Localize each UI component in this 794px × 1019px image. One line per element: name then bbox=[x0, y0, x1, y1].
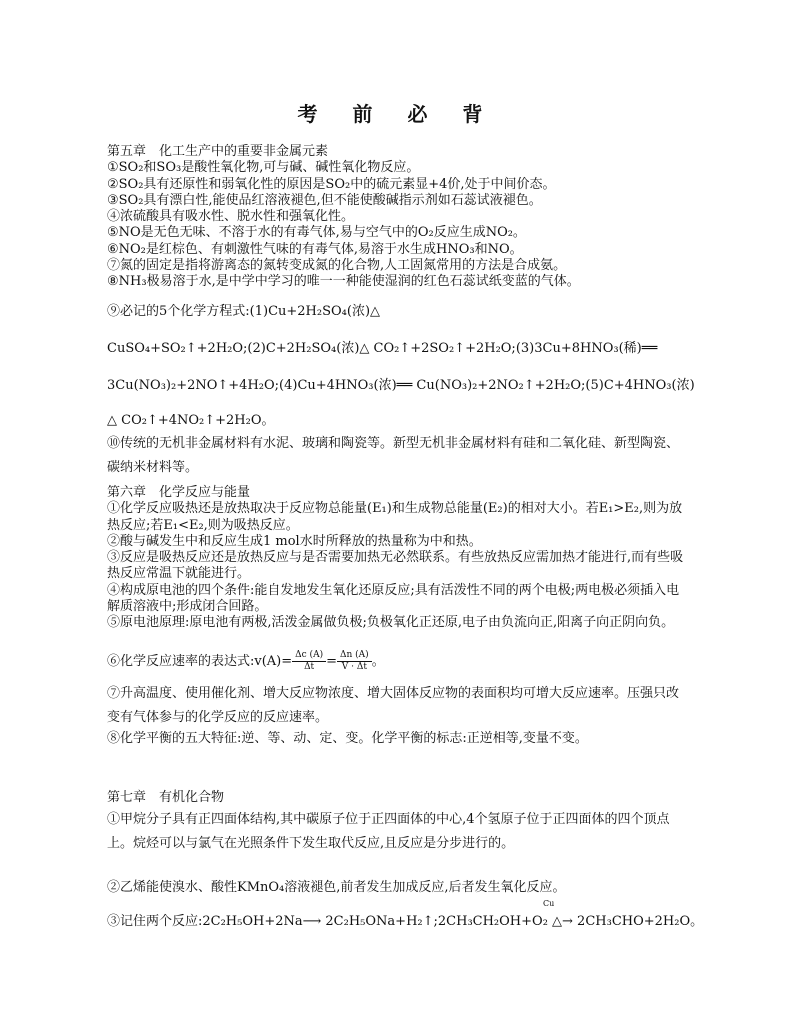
rate-fraction-2 bbox=[337, 650, 372, 673]
ch5-item-1: ①SO₂和SO₃是酸性氧化物,可与碱、碱性氧化物反应。 bbox=[107, 160, 420, 176]
ch5-equation-line-4: △ CO₂↑+4NO₂↑+2H₂O。 bbox=[107, 413, 275, 428]
chapter-5-heading: 第五章 化工生产中的重要非金属元素 bbox=[107, 144, 329, 159]
ch5-item-5: ⑤NO是无色无味、不溶于水的有毒气体,易与空气中的O₂反应生成NO₂。 bbox=[107, 225, 526, 241]
chapter-5-block bbox=[107, 144, 687, 291]
ch5-item-8: ⑧NH₃极易溶于水,是中学中学习的唯一一种能使湿润的红色石蕊试纸变蓝的气体。 bbox=[107, 274, 580, 290]
chapter-6-block bbox=[107, 485, 687, 632]
ch5-item-7: ⑦氮的固定是指将游离态的氮转变成氮的化合物,人工固氮常用的方法是合成氨。 bbox=[107, 258, 567, 274]
ch5-item-6: ⑥NO₂是红棕色、有刺激性气味的有毒气体,易溶于水生成HNO₃和NO。 bbox=[107, 241, 523, 257]
ch5-item-4: ④浓硫酸具有吸水性、脱水性和强氧化性。 bbox=[107, 209, 355, 225]
ch6-item-1: ①化学反应吸热还是放热取决于反应物总能量(E₁)和生成物总能量(E₂)的相对大小。若E₁>E₂,则为放热反应;若E₁<E₂,则为吸热反应。 bbox=[107, 501, 683, 533]
catalyst-cu-label: Cu bbox=[543, 899, 555, 908]
ch6-item-2: ②酸与碱发生中和反应生成1 mol水时所释放的热量称为中和热。 bbox=[107, 533, 482, 549]
ch7-item-1: ①甲烷分子具有正四面体结构,其中碳原子位于正四面体的中心,4个氢原子位于正四面体的四个顶点上。烷烃可以与氯气在光照条件下发生取代反应,且反应是分步进行的。 bbox=[107, 812, 670, 851]
rate-denominator-2: V · Δt bbox=[341, 662, 367, 672]
ch5-item-3: ③SO₂具有漂白性,能使品红溶液褪色,但不能使酸碱指示剂如石蕊试液褪色。 bbox=[107, 192, 542, 208]
rate-end: 。 bbox=[371, 654, 385, 669]
ch6-item-3: ③反应是吸热反应还是放热反应与是否需要加热无必然联系。有些放热反应需加热才能进行,而有些吸热反应常温下就能进行。 bbox=[107, 550, 684, 582]
ch6-item-8: ⑧化学平衡的五大特征:逆、等、动、定、变。化学平衡的标志:正逆相等,变量不变。 bbox=[107, 731, 588, 746]
ch6-item-5: ⑤原电池原理:原电池有两极,活泼金属做负极;负极氧化正还原,电子由负流向正,阳离子向正阴向负。 bbox=[107, 615, 675, 631]
ch6-item-6 bbox=[107, 650, 707, 673]
ch5-equation-line-3: 3Cu(NO₃)₂+2NO↑+4H₂O;(4)Cu+4HNO₃(浓)══ Cu(NO₃)₂+2NO₂↑+2H₂O;(5)C+4HNO₃(浓) bbox=[107, 378, 695, 393]
ch5-item-10: ⑩传统的无机非金属材料有水泥、玻璃和陶瓷等。新型无机非金属材料有硅和二氧化硅、新型陶瓷、碳纳米材料等。 bbox=[107, 436, 680, 475]
rate-label: ⑥化学反应速率的表达式:v(A)= bbox=[107, 654, 293, 669]
chapter-7-heading: 第七章 有机化合物 bbox=[107, 790, 225, 805]
ch5-equation-line-2: CuSO₄+SO₂↑+2H₂O;(2)C+2H₂SO₄(浓)△ CO₂↑+2SO₂↑+2H₂O;(3)3Cu+8HNO₃(稀)══ bbox=[107, 341, 658, 356]
rate-numerator-2: Δn (A) bbox=[337, 650, 372, 662]
rate-numerator-1: Δc (A) bbox=[292, 650, 326, 662]
rate-denominator-1: Δt bbox=[304, 662, 315, 672]
ch6-item-7: ⑦升高温度、使用催化剂、增大反应物浓度、增大固体反应物的表面积均可增大反应速率。压强只改变有气体参与的化学反应的反应速率。 bbox=[107, 686, 680, 725]
rate-fraction-1 bbox=[292, 650, 326, 673]
ch5-item-2: ②SO₂具有还原性和弱氧化性的原因是SO₂中的硫元素显+4价,处于中间价态。 bbox=[107, 176, 556, 192]
page-title: 考 前 必 背 bbox=[297, 102, 497, 126]
ch7-item-3: ③记住两个反应:2C₂H₅OH+2Na⟶ 2C₂H₅ONa+H₂↑;2CH₃CH₂OH+O₂ △→ 2CH₃CHO+2H₂O。 bbox=[107, 914, 704, 929]
ch5-equation-line-1: ⑨必记的5个化学方程式:(1)Cu+2H₂SO₄(浓)△ bbox=[107, 304, 381, 319]
ch7-item-2: ②乙烯能使溴水、酸性KMnO₄溶液褪色,前者发生加成反应,后者发生氧化反应。 bbox=[107, 880, 566, 895]
rate-equals: = bbox=[326, 654, 337, 669]
ch6-item-4: ④构成原电池的四个条件:能自发地发生氧化还原反应;具有活泼性不同的两个电极;两电极必须插入电解质溶液中;形成闭合回路。 bbox=[107, 582, 680, 615]
chapter-6-heading: 第六章 化学反应与能量 bbox=[107, 485, 251, 500]
